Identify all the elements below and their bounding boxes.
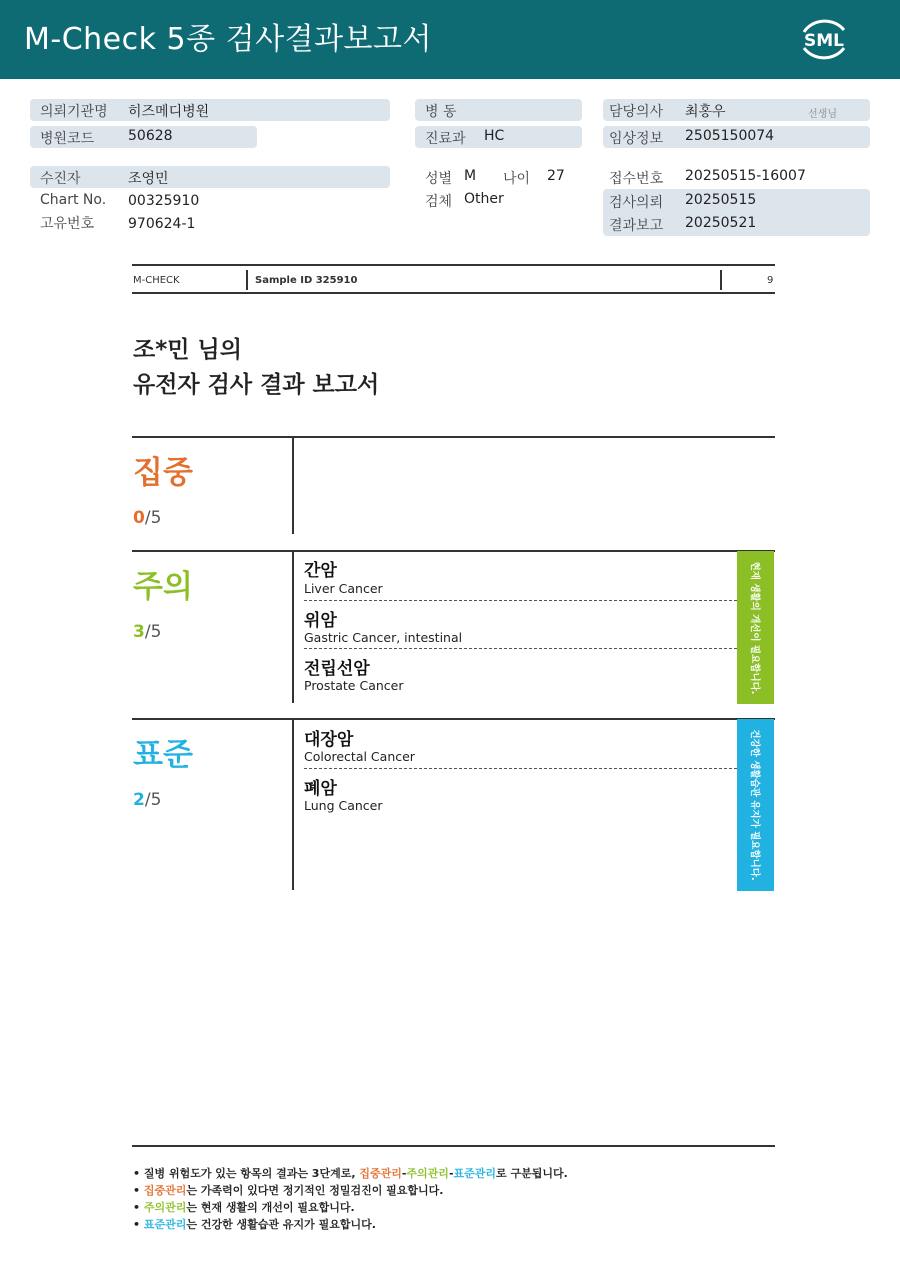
section-divider <box>292 438 294 534</box>
sml-logo <box>796 14 852 64</box>
brand-label: M-CHECK <box>133 275 180 286</box>
category-standard-title: 표준 <box>133 737 193 773</box>
request-value: 20250515 <box>685 192 757 208</box>
clinical-label: 임상정보 <box>609 131 664 147</box>
institution-value: 히즈메디병원 <box>128 104 210 120</box>
section-rule <box>132 436 775 438</box>
greeting-name: 조*민 님의 <box>133 337 242 363</box>
reception-label: 접수번호 <box>609 171 664 187</box>
logo-text: SML <box>804 31 844 51</box>
note-line: • 주의관리는 현재 생활의 개선이 필요합니다. <box>133 1201 355 1214</box>
category-standard-count: 2/5 <box>133 790 162 810</box>
sample-id: Sample ID 325910 <box>255 275 358 286</box>
hospital-code-label: 병원코드 <box>40 131 95 147</box>
report-date-value: 20250521 <box>685 215 757 231</box>
result-item-ko: 간암 <box>304 561 337 581</box>
patient-value: 조영민 <box>128 171 169 187</box>
report-date-label: 결과보고 <box>609 218 664 234</box>
age-label: 나이 <box>503 171 531 187</box>
section-divider <box>292 720 294 890</box>
hospital-code-value: 50628 <box>128 128 173 144</box>
result-item-ko: 전립선암 <box>304 659 370 679</box>
ward-label: 병 동 <box>425 104 457 120</box>
clinical-value: 2505150074 <box>685 128 775 144</box>
specimen-label: 검체 <box>425 194 453 210</box>
strip-divider <box>720 270 722 290</box>
category-focus-count: 0/5 <box>133 508 162 528</box>
patient-row <box>30 166 390 188</box>
sex-value: M <box>464 168 477 184</box>
category-caution-title: 주의 <box>133 569 193 605</box>
result-item-en: Lung Cancer <box>304 798 383 813</box>
result-item-en: Gastric Cancer, intestinal <box>304 630 463 645</box>
result-item-en: Liver Cancer <box>304 581 383 596</box>
caution-sidebar: 현재 생활의 개선이 필요합니다. <box>737 551 774 704</box>
page-number: 9 <box>767 275 774 286</box>
request-label: 검사의뢰 <box>609 195 664 211</box>
institution-label: 의뢰기관명 <box>40 104 108 120</box>
section-rule <box>132 550 775 552</box>
strip-top-rule <box>132 264 775 266</box>
strip-divider <box>246 270 248 290</box>
report-title: M-Check 5종 검사결과보고서 <box>24 22 432 57</box>
result-item-ko: 위암 <box>304 611 337 631</box>
section-rule <box>132 718 775 720</box>
item-separator <box>304 648 737 649</box>
chart-value: 00325910 <box>128 193 200 209</box>
doctor-label: 담당의사 <box>609 104 664 120</box>
doctor-suffix: 선생님 <box>808 109 837 120</box>
greeting-title: 유전자 검사 결과 보고서 <box>133 372 380 398</box>
sex-label: 성별 <box>425 171 453 187</box>
reception-value: 20250515-16007 <box>685 168 806 184</box>
patient-label: 수진자 <box>40 171 81 187</box>
section-divider <box>292 552 294 703</box>
notes-rule <box>132 1145 775 1147</box>
result-item-en: Prostate Cancer <box>304 678 404 693</box>
uid-value: 970624-1 <box>128 216 196 232</box>
specimen-value: Other <box>464 191 504 207</box>
note-line: • 집중관리는 가족력이 있다면 정기적인 정밀검진이 필요합니다. <box>133 1184 444 1197</box>
result-item-en: Colorectal Cancer <box>304 749 415 764</box>
item-separator <box>304 600 737 601</box>
note-line: • 질병 위험도가 있는 항목의 결과는 3단계로, 집중관리-주의관리-표준관리로 구분됩니다. <box>133 1167 568 1180</box>
standard-sidebar: 건강한 생활습관 유지가 필요합니다. <box>737 719 774 891</box>
chart-label: Chart No. <box>40 192 107 208</box>
dept-value: HC <box>484 128 505 144</box>
age-value: 27 <box>547 168 565 184</box>
strip-bottom-rule <box>132 292 775 294</box>
item-separator <box>304 768 737 769</box>
dept-label: 진료과 <box>425 131 466 147</box>
note-line: • 표준관리는 건강한 생활습관 유지가 필요합니다. <box>133 1218 376 1231</box>
uid-label: 고유번호 <box>40 216 95 232</box>
category-caution-count: 3/5 <box>133 622 162 642</box>
result-item-ko: 대장암 <box>304 730 354 750</box>
doctor-value: 최홍우 <box>685 104 726 120</box>
result-item-ko: 폐암 <box>304 779 337 799</box>
category-focus-title: 집중 <box>133 455 193 491</box>
